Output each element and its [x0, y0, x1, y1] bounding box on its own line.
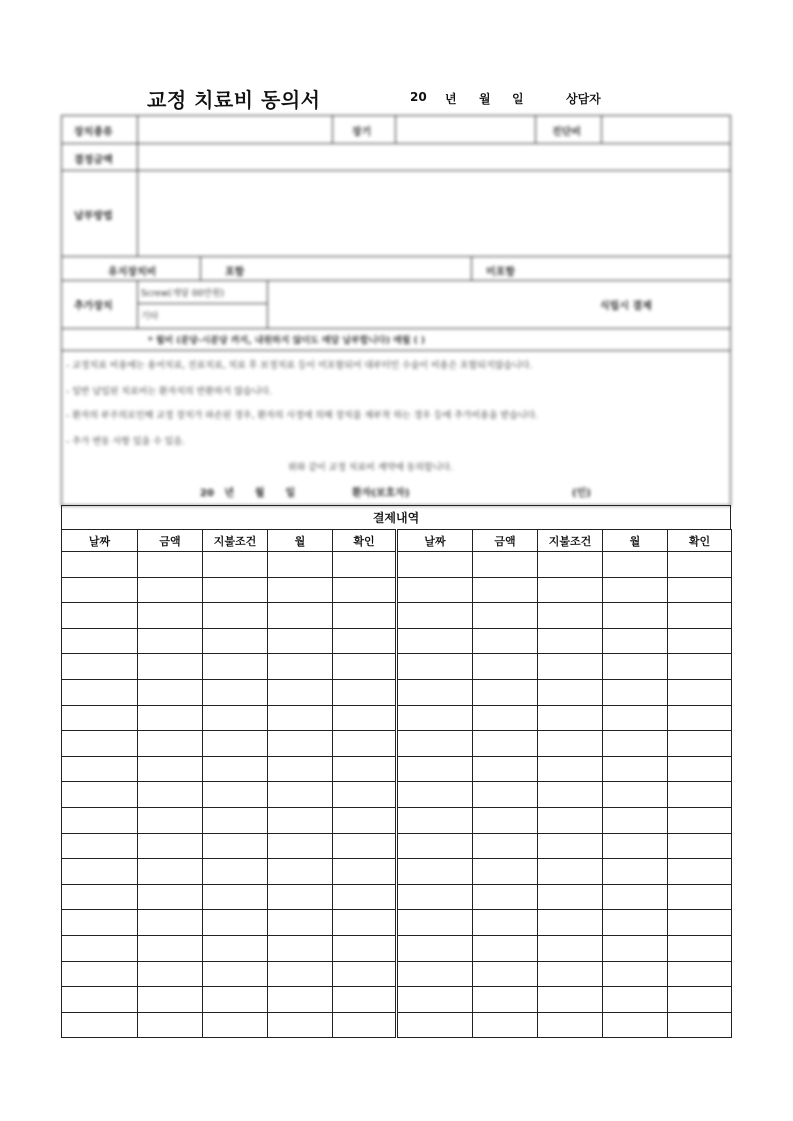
table-cell[interactable]: [538, 756, 603, 782]
decided-amount-label: 결정금액: [74, 155, 113, 166]
table-row: [62, 1012, 732, 1038]
table-cell[interactable]: [268, 859, 333, 885]
screw-option: Screw(개당 00만원): [141, 289, 225, 299]
col-payment-terms: 지불조건: [203, 530, 268, 552]
table-row: [62, 782, 732, 808]
table-cell[interactable]: [603, 859, 668, 885]
table-cell[interactable]: [333, 884, 397, 910]
table-cell[interactable]: [668, 603, 732, 629]
table-cell[interactable]: [203, 552, 268, 578]
table-cell[interactable]: [62, 935, 138, 961]
guardian-label: 환자(보호자): [352, 488, 410, 499]
table-row: [62, 679, 732, 705]
table-cell[interactable]: [333, 603, 397, 629]
table-cell[interactable]: [397, 935, 473, 961]
table-cell[interactable]: [473, 1012, 538, 1038]
table-cell[interactable]: [268, 782, 333, 808]
table-cell[interactable]: [62, 910, 138, 936]
table-cell[interactable]: [603, 552, 668, 578]
table-cell[interactable]: [668, 859, 732, 885]
table-row: [62, 552, 732, 578]
table-cell[interactable]: [538, 961, 603, 987]
col-payment-terms: 지불조건: [538, 530, 603, 552]
table-cell[interactable]: [333, 1012, 397, 1038]
table-cell[interactable]: [603, 603, 668, 629]
table-cell[interactable]: [668, 833, 732, 859]
table-row: [62, 987, 732, 1013]
col-month: 월: [603, 530, 668, 552]
table-cell[interactable]: [603, 961, 668, 987]
table-cell[interactable]: [203, 884, 268, 910]
table-cell[interactable]: [397, 731, 473, 757]
table-cell[interactable]: [473, 705, 538, 731]
table-cell[interactable]: [538, 628, 603, 654]
sign-date: 20 년 월 일: [200, 488, 296, 499]
table-cell[interactable]: [397, 833, 473, 859]
col-date: 날짜: [397, 530, 473, 552]
table-cell[interactable]: [538, 577, 603, 603]
table-cell[interactable]: [268, 961, 333, 987]
period-label: 장기: [352, 127, 372, 138]
table-cell[interactable]: [62, 961, 138, 987]
table-row: [62, 935, 732, 961]
table-cell[interactable]: [473, 782, 538, 808]
table-cell[interactable]: [333, 679, 397, 705]
table-cell[interactable]: [668, 782, 732, 808]
table-cell[interactable]: [62, 807, 138, 833]
table-cell[interactable]: [203, 577, 268, 603]
table-cell[interactable]: [203, 731, 268, 757]
table-cell[interactable]: [473, 987, 538, 1013]
table-cell[interactable]: [333, 756, 397, 782]
table-cell[interactable]: [62, 603, 138, 629]
table-cell[interactable]: [538, 552, 603, 578]
table-cell[interactable]: [203, 859, 268, 885]
table-cell[interactable]: [268, 807, 333, 833]
table-row: [62, 603, 732, 629]
col-date: 날짜: [62, 530, 138, 552]
table-cell[interactable]: [333, 705, 397, 731]
table-cell[interactable]: [473, 756, 538, 782]
table-cell[interactable]: [138, 603, 203, 629]
table-cell[interactable]: [138, 807, 203, 833]
table-row: [62, 884, 732, 910]
table-cell[interactable]: [603, 807, 668, 833]
table-cell[interactable]: [397, 782, 473, 808]
table-cell[interactable]: [397, 884, 473, 910]
table-cell[interactable]: [203, 603, 268, 629]
table-cell[interactable]: [333, 552, 397, 578]
table-cell[interactable]: [538, 987, 603, 1013]
table-cell[interactable]: [603, 987, 668, 1013]
table-cell[interactable]: [473, 731, 538, 757]
table-cell[interactable]: [668, 654, 732, 680]
agreement-text: 위와 같이 교정 치료비 계약에 동의합니다.: [288, 463, 453, 473]
table-cell[interactable]: [62, 756, 138, 782]
note-4: - 추가 변동 사항 있을 수 있음.: [66, 437, 185, 447]
table-row: [62, 859, 732, 885]
table-cell[interactable]: [268, 705, 333, 731]
table-cell[interactable]: [473, 679, 538, 705]
table-cell[interactable]: [333, 910, 397, 936]
table-cell[interactable]: [538, 910, 603, 936]
table-cell[interactable]: [203, 628, 268, 654]
table-cell[interactable]: [203, 1012, 268, 1038]
table-cell[interactable]: [203, 679, 268, 705]
table-cell[interactable]: [538, 603, 603, 629]
table-cell[interactable]: [62, 628, 138, 654]
table-cell[interactable]: [268, 987, 333, 1013]
seal-mark: (인): [572, 488, 591, 499]
table-row: [62, 628, 732, 654]
table-cell[interactable]: [62, 884, 138, 910]
payment-table: [61, 529, 732, 1038]
table-row: [62, 654, 732, 680]
table-row: [62, 807, 732, 833]
table-cell[interactable]: [268, 1012, 333, 1038]
table-cell[interactable]: [268, 935, 333, 961]
table-cell[interactable]: [603, 705, 668, 731]
table-cell[interactable]: [668, 552, 732, 578]
date-prefix: 20: [410, 90, 427, 104]
table-cell[interactable]: [268, 910, 333, 936]
pay-on-placement: 식립시 결제: [600, 301, 652, 312]
table-cell[interactable]: [138, 679, 203, 705]
table-cell[interactable]: [397, 961, 473, 987]
table-cell[interactable]: [203, 782, 268, 808]
note-2: - 일반 납입된 치료비는 환자치의 반환하지 않습니다.: [66, 387, 272, 397]
table-cell[interactable]: [603, 756, 668, 782]
table-cell[interactable]: [473, 577, 538, 603]
table-cell[interactable]: [397, 654, 473, 680]
table-cell[interactable]: [138, 782, 203, 808]
table-row: [62, 577, 732, 603]
monthly-fee-note: * 월비 (분당-시분당 까지, 내원하지 않더도 매달 납부합니다) 매월 ( ): [148, 336, 425, 346]
table-cell[interactable]: [138, 987, 203, 1013]
table-cell[interactable]: [473, 552, 538, 578]
table-cell[interactable]: [268, 654, 333, 680]
table-cell[interactable]: [333, 859, 397, 885]
table-cell[interactable]: [397, 910, 473, 936]
table-cell[interactable]: [333, 782, 397, 808]
table-cell[interactable]: [62, 654, 138, 680]
table-cell[interactable]: [538, 833, 603, 859]
table-cell[interactable]: [62, 833, 138, 859]
table-cell[interactable]: [333, 961, 397, 987]
table-cell[interactable]: [603, 935, 668, 961]
table-cell[interactable]: [268, 679, 333, 705]
table-cell[interactable]: [62, 1012, 138, 1038]
counselor-label: 상담자: [566, 92, 601, 106]
note-1: - 교정치료 비용에는 용어치료, 진료치료, 치료 후 보정치료 등이 미포함되어 대부터인 수술이 비용은 포함되지않습니다.: [66, 361, 533, 371]
table-cell[interactable]: [603, 910, 668, 936]
table-cell[interactable]: [333, 833, 397, 859]
table-cell[interactable]: [203, 833, 268, 859]
table-cell[interactable]: [138, 935, 203, 961]
table-cell[interactable]: [62, 731, 138, 757]
table-cell[interactable]: [138, 859, 203, 885]
table-cell[interactable]: [333, 935, 397, 961]
table-cell[interactable]: [668, 884, 732, 910]
table-cell[interactable]: [668, 705, 732, 731]
table-cell[interactable]: [268, 756, 333, 782]
table-cell[interactable]: [538, 884, 603, 910]
table-cell[interactable]: [397, 987, 473, 1013]
table-cell[interactable]: [62, 782, 138, 808]
table-cell[interactable]: [397, 603, 473, 629]
table-cell[interactable]: [268, 552, 333, 578]
table-cell[interactable]: [268, 603, 333, 629]
table-cell[interactable]: [203, 987, 268, 1013]
table-cell[interactable]: [333, 807, 397, 833]
other-option: 기타: [141, 312, 159, 322]
table-cell[interactable]: [333, 577, 397, 603]
table-cell[interactable]: [203, 807, 268, 833]
table-cell[interactable]: [62, 552, 138, 578]
payment-header-row: [62, 530, 732, 552]
table-cell[interactable]: [138, 1012, 203, 1038]
table-cell[interactable]: [668, 628, 732, 654]
table-cell[interactable]: [333, 987, 397, 1013]
table-cell[interactable]: [668, 935, 732, 961]
table-cell[interactable]: [538, 935, 603, 961]
table-cell[interactable]: [203, 654, 268, 680]
payment-method-label: 납부방법: [74, 211, 113, 222]
device-type-label: 장치종류: [74, 127, 113, 138]
table-row: [62, 731, 732, 757]
diagnosis-fee-label: 진단비: [552, 127, 581, 138]
table-cell[interactable]: [603, 884, 668, 910]
table-row: [62, 756, 732, 782]
table-cell[interactable]: [138, 628, 203, 654]
table-cell[interactable]: [538, 705, 603, 731]
table-cell[interactable]: [138, 910, 203, 936]
note-3: - 환자의 부주의로인해 교정 장치가 파손된 경우, 환자의 사정에 의해 장치를 재부착 하는 경우 등에 추가비용을 받습니다.: [66, 411, 539, 421]
table-cell[interactable]: [603, 1012, 668, 1038]
table-cell[interactable]: [603, 782, 668, 808]
table-cell[interactable]: [397, 628, 473, 654]
table-cell[interactable]: [62, 705, 138, 731]
table-cell[interactable]: [668, 961, 732, 987]
table-cell[interactable]: [397, 756, 473, 782]
additional-device-label: 추가장치: [74, 301, 113, 312]
year-label: 년: [445, 92, 457, 106]
table-cell[interactable]: [138, 577, 203, 603]
table-cell[interactable]: [268, 884, 333, 910]
table-cell[interactable]: [268, 628, 333, 654]
table-cell[interactable]: [668, 1012, 732, 1038]
table-cell[interactable]: [268, 577, 333, 603]
table-cell[interactable]: [473, 807, 538, 833]
included-label: 포함: [225, 267, 245, 278]
table-cell[interactable]: [397, 859, 473, 885]
table-cell[interactable]: [397, 679, 473, 705]
table-cell[interactable]: [473, 654, 538, 680]
table-cell[interactable]: [538, 679, 603, 705]
col-confirm: 확인: [333, 530, 397, 552]
table-cell[interactable]: [62, 577, 138, 603]
retainer-fee-label: 유지장치비: [108, 267, 157, 278]
document-title: 교정 치료비 동의서: [147, 88, 321, 112]
table-cell[interactable]: [397, 807, 473, 833]
table-cell[interactable]: [138, 884, 203, 910]
table-cell[interactable]: [203, 961, 268, 987]
table-cell[interactable]: [603, 628, 668, 654]
table-cell[interactable]: [538, 1012, 603, 1038]
table-cell[interactable]: [538, 859, 603, 885]
table-cell[interactable]: [203, 705, 268, 731]
month-label: 월: [479, 92, 491, 106]
table-row: [62, 910, 732, 936]
table-cell[interactable]: [473, 833, 538, 859]
table-cell[interactable]: [268, 833, 333, 859]
table-cell[interactable]: [333, 654, 397, 680]
table-cell[interactable]: [138, 654, 203, 680]
table-cell[interactable]: [333, 731, 397, 757]
table-cell[interactable]: [62, 679, 138, 705]
table-cell[interactable]: [138, 705, 203, 731]
table-cell[interactable]: [473, 884, 538, 910]
table-cell[interactable]: [668, 807, 732, 833]
table-cell[interactable]: [62, 987, 138, 1013]
table-cell[interactable]: [603, 731, 668, 757]
table-cell[interactable]: [473, 603, 538, 629]
table-row: [62, 705, 732, 731]
table-cell[interactable]: [668, 577, 732, 603]
table-row: [62, 833, 732, 859]
table-cell[interactable]: [473, 961, 538, 987]
table-cell[interactable]: [538, 807, 603, 833]
table-cell[interactable]: [138, 731, 203, 757]
table-cell[interactable]: [538, 654, 603, 680]
table-cell[interactable]: [668, 731, 732, 757]
table-cell[interactable]: [603, 679, 668, 705]
col-confirm: 확인: [668, 530, 732, 552]
table-cell[interactable]: [397, 705, 473, 731]
table-cell[interactable]: [268, 731, 333, 757]
table-cell[interactable]: [203, 935, 268, 961]
table-cell[interactable]: [473, 628, 538, 654]
table-cell[interactable]: [473, 935, 538, 961]
table-cell[interactable]: [397, 552, 473, 578]
table-cell[interactable]: [473, 910, 538, 936]
table-cell[interactable]: [62, 859, 138, 885]
table-row: [62, 961, 732, 987]
table-cell[interactable]: [668, 679, 732, 705]
col-amount: 금액: [473, 530, 538, 552]
not-included-label: 미포함: [486, 267, 515, 278]
payment-history-title: 결제내역: [61, 505, 731, 529]
table-cell[interactable]: [397, 577, 473, 603]
col-amount: 금액: [138, 530, 203, 552]
table-cell[interactable]: [333, 628, 397, 654]
table-cell[interactable]: [203, 756, 268, 782]
table-cell[interactable]: [603, 577, 668, 603]
col-month: 월: [268, 530, 333, 552]
table-cell[interactable]: [603, 833, 668, 859]
table-cell[interactable]: [138, 833, 203, 859]
table-cell[interactable]: [138, 961, 203, 987]
table-cell[interactable]: [668, 910, 732, 936]
table-cell[interactable]: [538, 782, 603, 808]
day-label: 일: [512, 92, 524, 106]
table-cell[interactable]: [668, 987, 732, 1013]
table-cell[interactable]: [138, 756, 203, 782]
table-cell[interactable]: [473, 859, 538, 885]
table-cell[interactable]: [203, 910, 268, 936]
table-cell[interactable]: [603, 654, 668, 680]
table-cell[interactable]: [538, 731, 603, 757]
table-cell[interactable]: [397, 1012, 473, 1038]
table-cell[interactable]: [668, 756, 732, 782]
table-cell[interactable]: [138, 552, 203, 578]
